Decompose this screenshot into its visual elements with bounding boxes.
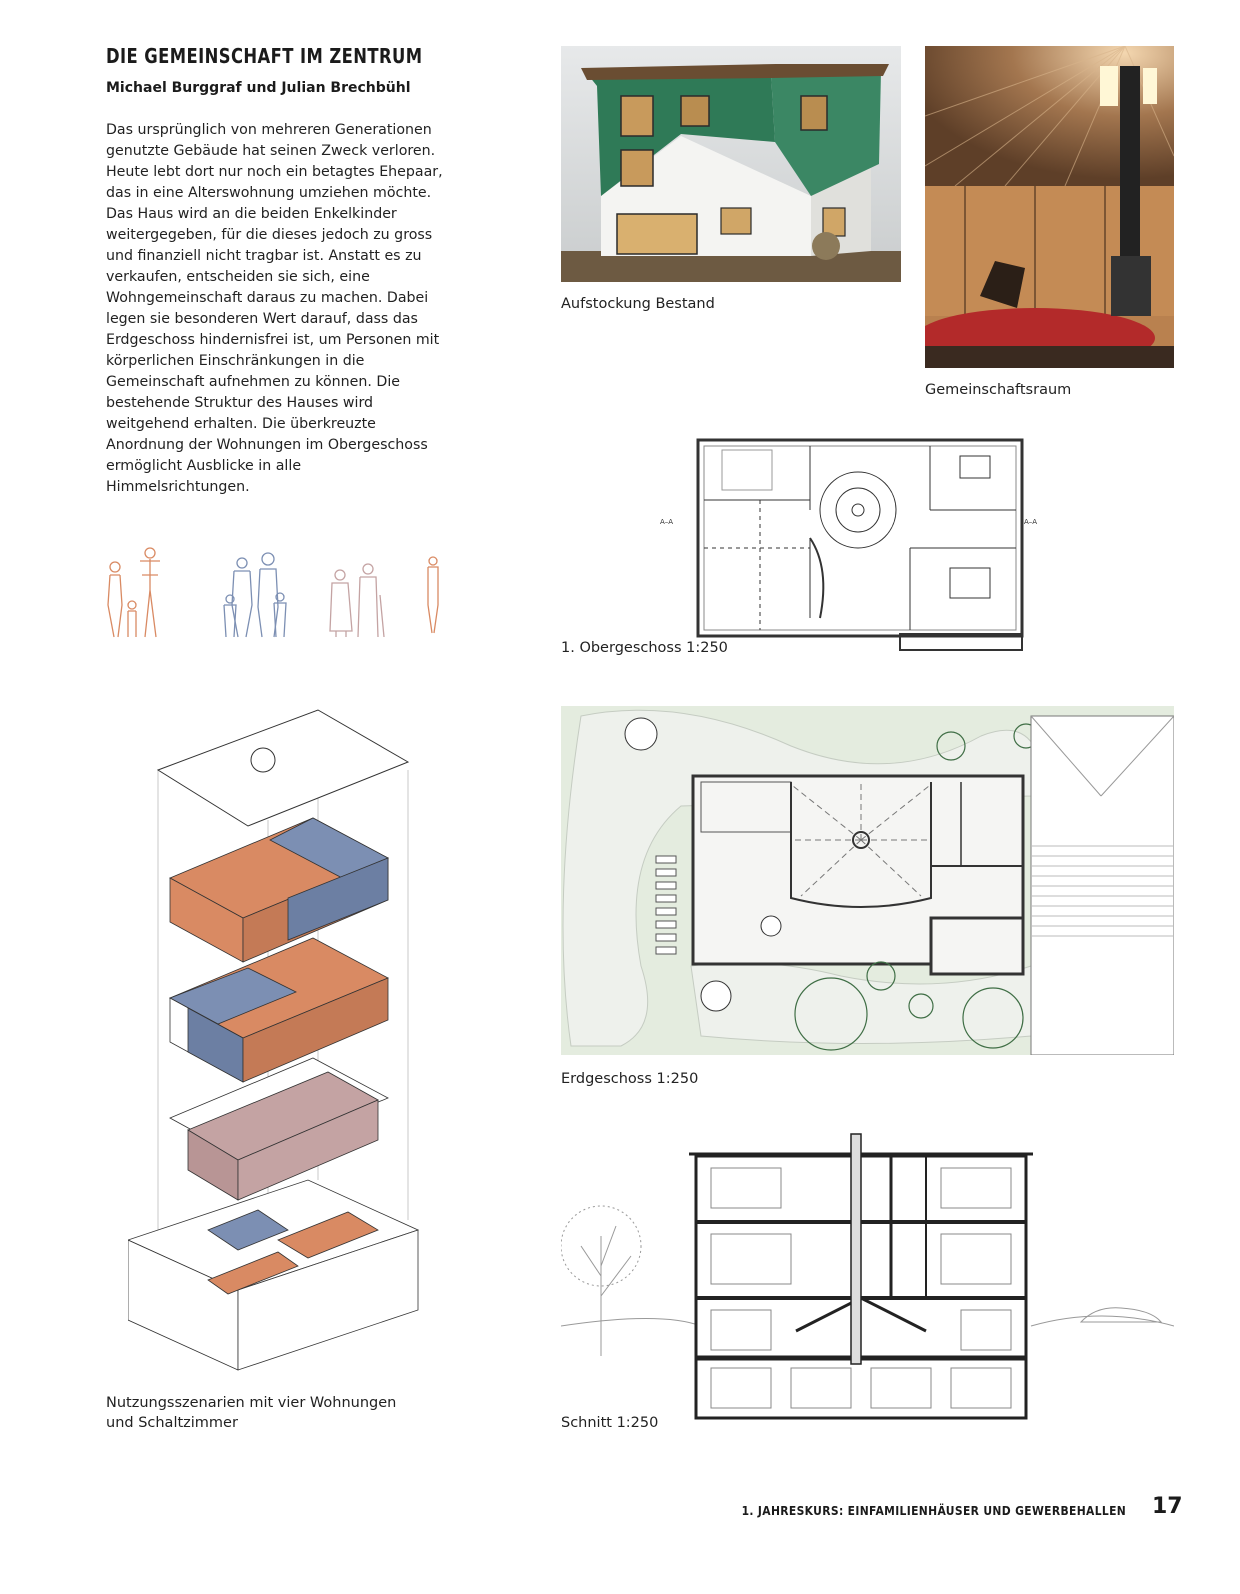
ground-floor-plan [561,706,1174,1055]
family-orange [108,548,160,637]
page-number: 17 [1152,1494,1183,1519]
footer-course: 1. JAHRESKURS: EINFAMILIENHÄUSER UND GEWERBEHALLEN [741,1503,1126,1518]
cut-label-right: A–A [1024,518,1038,526]
axonometric-diagram [128,700,428,1390]
article-title: DIE GEMEINSCHAFT IM ZENTRUM [106,44,423,68]
model-caption: Aufstockung Bestand [561,296,715,312]
room-photo [925,46,1174,368]
room-caption: Gemeinschaftsraum [925,382,1072,398]
article-body [106,120,446,498]
article-authors: Michael Burggraf und Julian Brechbühl [106,80,411,96]
cut-label-left: A–A [660,518,674,526]
section-drawing [561,1126,1174,1426]
upper-floor-caption: 1. Obergeschoss 1:250 [561,640,728,656]
upper-floor-plan [660,438,1040,656]
elderly-rose [330,564,384,637]
axo-caption-line1: Nutzungsszenarien mit vier Wohnungen [106,1395,397,1411]
article-body-text: Das ursprünglich von mehreren Generationen genutzte Gebäude hat seinen Zweck verloren. Heute lebt dort nur noch ein betagtes Ehepaar, das in eine Alterswohnung umziehen möchte. Das Haus wird an die beiden Enkelkinder weitergegeben, für die dieses jedoch zu gross und finanziell nicht tragbar ist. Anstatt es zu verkaufen, entscheiden sie sich, eine Wohngemeinschaft daraus zu machen. Dabei legen sie besonderen Wert darauf, dass das Erdgeschoss hindernisfrei ist, um Personen mit körperlichen Einschränkungen in die Gemeinschaft aufnehmen zu können. Die bestehende Struktur des Hauses wird weitgehend erhalten. Die überkreuzte Anordnung der Wohnungen im Obergeschoss ermöglicht Ausblicke in alle Himmelsrichtungen. [106,122,443,495]
section-caption: Schnitt 1:250 [561,1415,659,1431]
ground-floor-caption: Erdgeschoss 1:250 [561,1071,699,1087]
people-illustration [100,545,450,645]
person-single [428,557,438,633]
model-photo [561,46,901,282]
family-blue [224,553,286,637]
axo-caption-line2: und Schaltzimmer [106,1415,238,1431]
